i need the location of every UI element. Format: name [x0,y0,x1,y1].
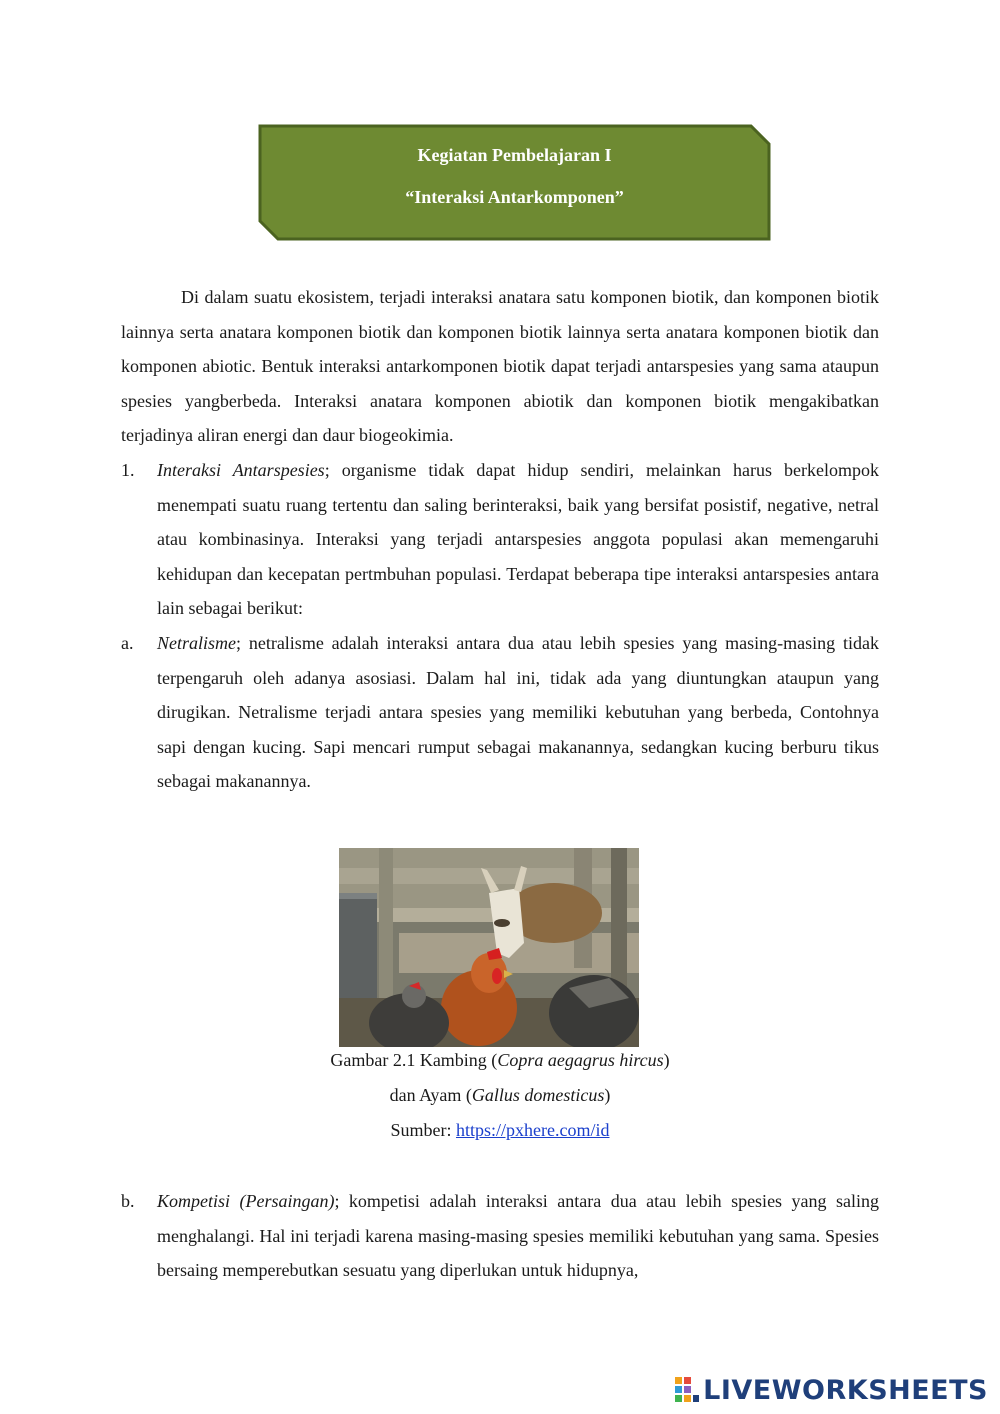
caption-line-1 [200,1043,800,1078]
caption-line-2 [200,1078,800,1113]
item-1-text: ; organisme tidak dapat hidup sendiri, melainkan harus berkelompok menempati suatu ruang tertentu dan saling berinteraksi, baik yang bersifat posistif, negative, netral atau kombinasinya. Interaksi yang terjadi antarspesies anggota populasi akan memengaruhi kehidupan dan kecepatan pertmbuhan populasi. Terdapat beberapa tipe interaksi antarspesies antara lain sebagai berikut: [157,459,879,619]
intro-paragraph: Di dalam suatu ekosistem, terjadi interaksi anatara satu komponen biotik, dan komponen biotik lainnya serta anatara komponen biotik dan komponen biotik lainnya serta anatara komponen biotik dan komponen abiotic. Bentuk interaksi antarkomponen biotik dapat terjadi antarspesies yang sama ataupun spesies yangberbeda. Interaksi anatara komponen abiotik dan komponen biotik mengakibatkan terjadinya aliran energi dan daur biogeokimia. [121,287,879,446]
goat-chicken-photo [339,848,639,1047]
caption-suffix: ) [663,1050,670,1070]
caption-prefix: Gambar 2.1 Kambing ( [330,1050,498,1070]
list-item-b-container [121,1184,879,1288]
item-b-text: ; kompetisi adalah interaksi antara dua atau lebih spesies yang saling menghalangi. Hal ini terjadi karena masing-masing spesies memiliki kebutuhan yang sama. Spesies bersaing memperebutkan sesuatu yang diperlukan untuk hidupnya, [157,1191,879,1281]
term-netralisme: Netralisme [157,632,236,653]
caption-source [200,1113,800,1148]
caption-scientific-name-chicken: Gallus domesticus [471,1085,605,1105]
term-interaksi-antarspesies: Interaksi Antarspesies [157,459,325,480]
list-item-b [121,1184,879,1288]
source-link[interactable]: https://pxhere.com/id [456,1120,610,1140]
banner-subtitle: “Interaksi Antarkomponen” [405,187,624,207]
list-marker: 1. [121,459,135,480]
source-label: Sumber: [390,1120,456,1140]
list-marker: b. [121,1191,135,1211]
figure-caption [200,1043,800,1148]
photo-illustration [339,848,639,1047]
term-kompetisi: Kompetisi (Persaingan) [157,1191,335,1211]
item-a-text: ; netralisme adalah interaksi antara dua atau lebih spesies yang masing-masing tidak terpengaruh oleh adanya asosiasi. Dalam hal ini, tidak ada yang diuntungkan ataupun yang dirugikan. Netralisme terjadi antara spesies yang memiliki kebutuhan yang berbeda, Contohnya sapi dengan kucing. Sapi mencari rumput sebagai makanannya, sedangkan kucing berburu tikus sebagai makanannya. [157,632,879,792]
caption-suffix: ) [604,1085,611,1105]
list-item-a [121,626,879,799]
liveworksheets-brand [675,1374,988,1406]
main-content [121,280,879,799]
lesson-banner [258,124,771,241]
liveworksheets-logo-icon [675,1377,699,1403]
brand-name: LIVEWORKSHEETS [703,1374,988,1406]
caption-scientific-name-goat: Copra aegagrus hircus [497,1050,664,1070]
list-marker: a. [121,632,134,653]
banner-title: Kegiatan Pembelajaran I [417,145,612,165]
caption-line2-prefix: dan Ayam ( [389,1085,472,1105]
list-item-1 [121,453,879,626]
